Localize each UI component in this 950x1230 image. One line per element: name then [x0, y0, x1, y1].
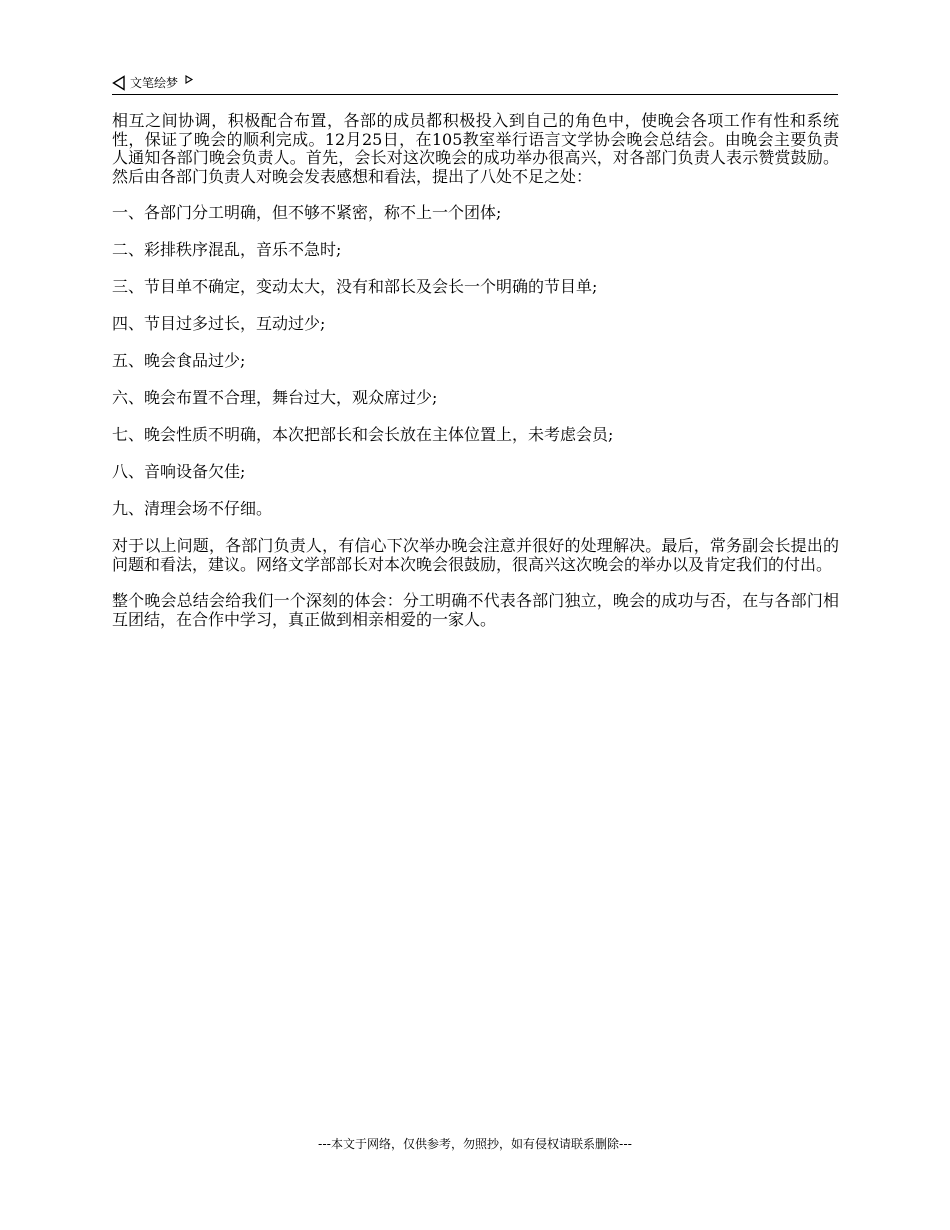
list-item: 一、各部门分工明确，但不够不紧密，称不上一个团体; [112, 203, 502, 222]
triangle-right-icon [184, 80, 194, 86]
intro-paragraph: 相互之间协调，积极配合布置，各部的成员都积极投入到自己的角色中，使晚会各项工作有性和系统性，保证了晚会的顺利完成。12月25日，在105教室举行语言文学协会晚会总结会。由晚会主要负责人通知各部门晚会负责人。首先，会长对这次晚会的成功举办很高兴，对各部门负责人表示赞赏鼓励。然后由各部门负责人对晚会发表感想和看法，提出了八处不足之处： [112, 111, 839, 186]
triangle-left-icon [112, 75, 126, 91]
page-footer: ---本文于网络，仅供参考，勿照抄，如有侵权请联系删除--- [318, 1137, 632, 1151]
list-item: 九、清理会场不仔细。 [112, 499, 273, 518]
list-item: 六、晚会布置不合理，舞台过大，观众席过少; [112, 388, 438, 407]
list-item: 三、节目单不确定，变动太大，没有和部长及会长一个明确的节目单; [112, 277, 598, 296]
list-item: 七、晚会性质不明确，本次把部长和会长放在主体位置上，未考虑会员; [112, 425, 614, 444]
list-item: 八、音响设备欠佳; [112, 462, 246, 481]
page-header [112, 72, 838, 95]
document-body [112, 112, 839, 647]
list-item: 四、节目过多过长，互动过少; [112, 314, 326, 333]
header-title: 文笔绘梦 [130, 76, 179, 90]
conclusion-paragraph: 整个晚会总结会给我们一个深刻的体会：分工明确不代表各部门独立，晚会的成功与否，在与各部门相互团结，在合作中学习，真正做到相亲相爱的一家人。 [112, 591, 839, 629]
list-item: 五、晚会食品过少; [112, 351, 246, 370]
follow-up-paragraph: 对于以上问题，各部门负责人，有信心下次举办晚会注意并很好的处理解决。最后，常务副会长提出的问题和看法，建议。网络文学部部长对本次晚会很鼓励，很高兴这次晚会的举办以及肯定我们的付出。 [112, 536, 839, 574]
list-item: 二、彩排秩序混乱，音乐不急时; [112, 240, 342, 259]
